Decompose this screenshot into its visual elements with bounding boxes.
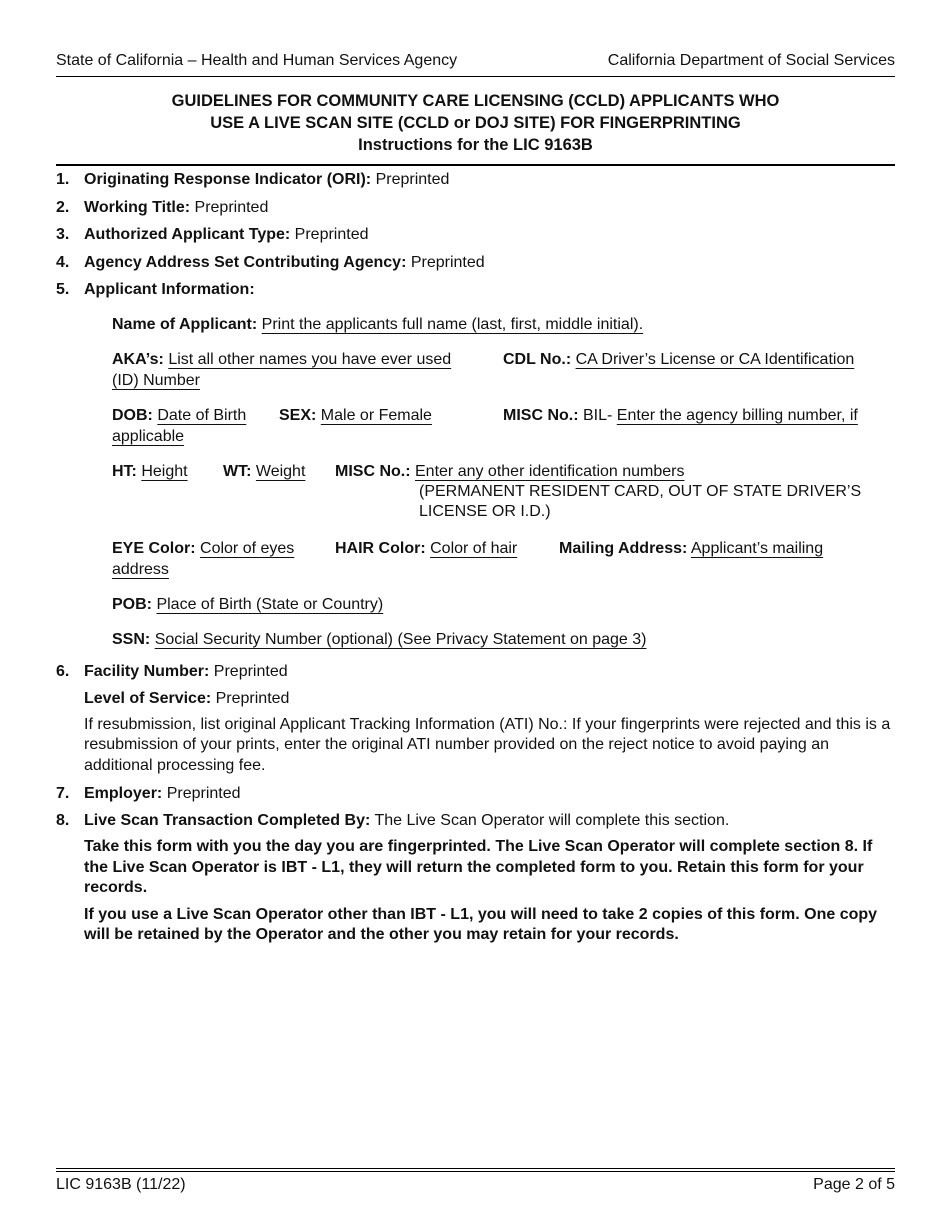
item-label: Level of Service: bbox=[84, 689, 212, 707]
field-value: Male or Female bbox=[320, 406, 432, 424]
field-value: (ID) Number bbox=[112, 371, 201, 389]
resubmission-note: If resubmission, list original Applicant Tracking Information (ATI) No.: If your fingerprints were rejected and this is a resubmission of your prints, enter the original ATI number provided on the reject notice to avoid paying an additional processing fee. bbox=[84, 715, 891, 774]
item-text: The Live Scan Operator will complete this section. bbox=[370, 812, 730, 829]
field-label: Mailing Address: bbox=[559, 539, 688, 557]
field-value: Date of Birth bbox=[157, 406, 247, 424]
field-value: Applicant’s mailing bbox=[690, 539, 824, 557]
list-item bbox=[56, 253, 895, 273]
field-label: EYE Color: bbox=[112, 539, 196, 557]
title-line-3: Instructions for the LIC 9163B bbox=[358, 136, 593, 154]
item-text: Preprinted bbox=[209, 662, 288, 680]
document-title bbox=[56, 90, 895, 156]
footer-divider bbox=[56, 1168, 895, 1169]
item-text: Preprinted bbox=[211, 689, 290, 707]
list-item bbox=[56, 784, 895, 804]
instructions-list bbox=[56, 170, 895, 953]
field-value: CA Driver’s License or CA Identification bbox=[575, 350, 855, 368]
item-number: 6. bbox=[56, 662, 70, 680]
title-line-1: GUIDELINES FOR COMMUNITY CARE LICENSING (CCLD) APPLICANTS WHO bbox=[171, 92, 780, 110]
field-value: Social Security Number (optional) (See Privacy Statement on page 3) bbox=[154, 630, 647, 648]
header-divider bbox=[56, 76, 895, 77]
field-prefix: BIL- bbox=[583, 406, 613, 424]
field-label: POB: bbox=[112, 595, 152, 613]
item-label: Applicant Information: bbox=[84, 281, 255, 298]
field-note: LICENSE OR I.D.) bbox=[419, 503, 551, 520]
field-name bbox=[112, 314, 895, 335]
item-label: Employer: bbox=[84, 784, 163, 802]
field-label: SEX: bbox=[279, 406, 317, 424]
instruction-paragraph: If you use a Live Scan Operator other than IBT - L1, you will need to take 2 copies of this form. One copy will be retained by the Operator and the other you may retain for your records. bbox=[84, 905, 878, 943]
field-label: DOB: bbox=[112, 406, 153, 424]
item-label: Originating Response Indicator (ORI): bbox=[84, 171, 372, 188]
item-number: 4. bbox=[56, 253, 70, 271]
list-item bbox=[56, 662, 895, 777]
header-department: California Department of Social Services bbox=[607, 52, 895, 69]
field-value: Print the applicants full name (last, first, middle initial). bbox=[261, 315, 644, 333]
item-label: Facility Number: bbox=[84, 662, 210, 680]
field-label: HT: bbox=[112, 462, 137, 480]
item-text: Preprinted bbox=[371, 171, 450, 188]
item-text: Preprinted bbox=[190, 198, 269, 216]
field-value: Color of hair bbox=[430, 539, 518, 557]
field-dob-sex-misc bbox=[112, 405, 895, 447]
field-value: Height bbox=[141, 462, 188, 480]
field-ssn bbox=[112, 629, 895, 650]
field-value: Enter any other identification numbers bbox=[415, 462, 685, 480]
header-agency: State of California – Health and Human Services Agency bbox=[56, 52, 458, 69]
field-label: CDL No.: bbox=[503, 350, 572, 368]
field-label: SSN: bbox=[112, 630, 151, 648]
field-label: MISC No.: bbox=[503, 406, 579, 424]
field-label: AKA’s: bbox=[112, 350, 164, 368]
item-text: Preprinted bbox=[162, 784, 241, 802]
field-value: Weight bbox=[255, 462, 306, 480]
item-number: 5. bbox=[56, 281, 70, 298]
form-number: LIC 9163B (11/22) bbox=[56, 1176, 186, 1193]
field-value: applicable bbox=[112, 427, 185, 445]
instruction-paragraph: Take this form with you the day you are fingerprinted. The Live Scan Operator will complete section 8. If the Live Scan Operator is IBT - L1, they will return the completed form to you. Retain this form for your records. bbox=[84, 838, 873, 896]
list-item bbox=[56, 198, 895, 218]
item-text: Preprinted bbox=[406, 253, 485, 271]
field-label: WT: bbox=[223, 462, 252, 480]
item-number: 2. bbox=[56, 198, 70, 216]
page-number: Page 2 of 5 bbox=[813, 1176, 895, 1193]
item-text: Preprinted bbox=[290, 226, 369, 243]
field-value: address bbox=[112, 560, 169, 578]
field-note: (PERMANENT RESIDENT CARD, OUT OF STATE DRIVER’S bbox=[419, 482, 862, 500]
field-label: Name of Applicant: bbox=[112, 315, 258, 333]
field-ht-wt-misc bbox=[112, 461, 895, 524]
field-value: Place of Birth (State or Country) bbox=[156, 595, 384, 613]
list-item bbox=[56, 170, 895, 190]
applicant-fields bbox=[56, 308, 895, 662]
document-page bbox=[56, 0, 895, 1230]
field-pob bbox=[112, 594, 895, 615]
item-label: Working Title: bbox=[84, 198, 191, 216]
field-value: List all other names you have ever used bbox=[168, 350, 452, 368]
list-item bbox=[56, 225, 895, 245]
field-aka-cdl bbox=[112, 349, 895, 391]
list-item bbox=[56, 280, 895, 300]
title-divider bbox=[56, 164, 895, 166]
item-label: Agency Address Set Contributing Agency: bbox=[84, 253, 407, 271]
field-label: HAIR Color: bbox=[335, 539, 426, 557]
item-number: 7. bbox=[56, 784, 70, 802]
field-value: Color of eyes bbox=[200, 539, 295, 557]
list-item bbox=[56, 811, 895, 946]
footer-divider bbox=[56, 1171, 895, 1172]
item-number: 8. bbox=[56, 812, 70, 829]
item-label: Live Scan Transaction Completed By: bbox=[84, 812, 371, 829]
item-label: Authorized Applicant Type: bbox=[84, 226, 291, 243]
page-footer bbox=[56, 1176, 895, 1194]
title-line-2: USE A LIVE SCAN SITE (CCLD or DOJ SITE) FOR FINGERPRINTING bbox=[210, 114, 741, 132]
field-label: MISC No.: bbox=[335, 462, 411, 480]
field-eye-hair-mail bbox=[112, 538, 895, 580]
item-number: 1. bbox=[56, 171, 70, 188]
page-header bbox=[56, 52, 895, 70]
field-value: Enter the agency billing number, if bbox=[616, 406, 858, 424]
item-number: 3. bbox=[56, 226, 70, 243]
